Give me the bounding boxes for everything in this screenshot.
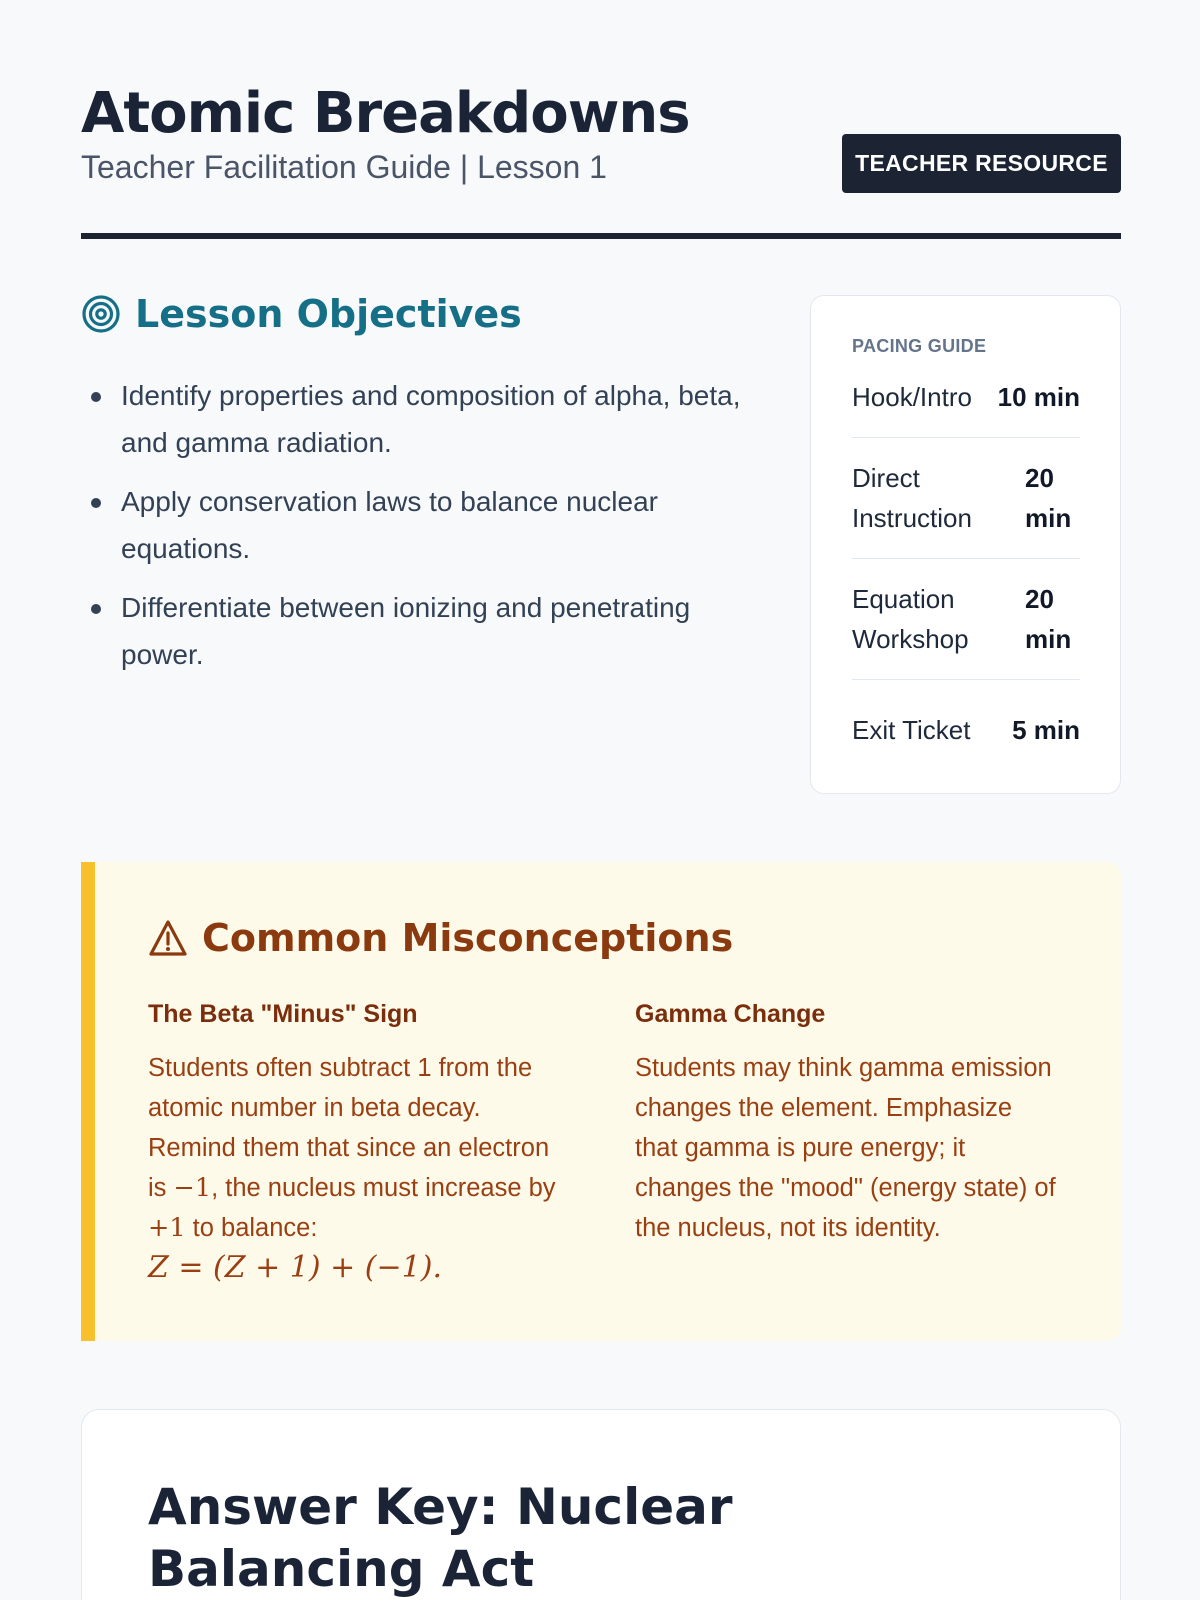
header-divider [81,233,1121,239]
beta-text-part: , the nucleus must increase by [211,1174,556,1202]
pacing-row [852,438,1080,559]
pacing-duration: 20 min [1025,463,1072,533]
pacing-row [852,357,1080,438]
pacing-activity: Exit Ticket [852,714,971,745]
misconceptions-heading [148,916,1071,960]
pacing-row [852,680,1080,779]
gamma-misconception-heading: Gamma Change [635,1000,826,1028]
objective-item: Apply conservation laws to balance nuclear equations. [81,478,761,572]
page-title: Atomic Breakdowns [81,81,690,146]
page-header [81,78,1121,186]
pacing-duration: 5 min [1012,714,1080,745]
pacing-activity: Hook/Intro [852,382,972,412]
beta-text-part: to balance: [185,1214,318,1242]
pacing-activity: Equation Workshop [852,584,969,654]
pacing-duration: 20 min [1025,584,1072,654]
math-minus-one: −1 [173,1173,212,1203]
pacing-activity: Direct Instruction [852,463,972,533]
beta-text-part: Students often subtract 1 from the atomic number in beta decay. Remind them that since an electron is [148,1054,550,1202]
teacher-resource-badge: TEACHER RESOURCE [842,134,1121,193]
beta-misconception-heading: The Beta "Minus" Sign [148,1000,418,1028]
gamma-misconception-text: Students may think gamma emission changes the element. Emphasize that gamma is pure energy; it changes the "mood" (energy state) of the nucleus, not its identity. [635,1054,1056,1242]
beta-misconception [148,996,573,1289]
answer-key-card [81,1409,1121,1600]
gamma-misconception [635,996,1060,1289]
pacing-duration: 10 min [997,382,1080,412]
misconceptions-columns [148,996,1071,1289]
warning-icon [148,919,188,957]
page-subtitle: Teacher Facilitation Guide | Lesson 1 [81,149,607,185]
pacing-guide-card [810,295,1121,794]
misconceptions-callout [81,862,1121,1341]
misconceptions-title: Common Misconceptions [202,916,734,960]
objectives-heading [81,292,761,336]
beta-equation: Z = (Z + 1) + (−1). [148,1250,442,1285]
objective-item: Differentiate between ionizing and penetrating power. [81,584,761,678]
objectives-list [81,372,761,678]
math-plus-one: +1 [148,1213,186,1243]
beta-misconception-text [148,1048,573,1289]
pacing-row [852,559,1080,680]
objectives-title: Lesson Objectives [135,292,522,336]
pacing-guide-label: PACING GUIDE [852,336,987,356]
objectives-section [81,292,761,690]
objective-item: Identify properties and composition of alpha, beta, and gamma radiation. [81,372,761,466]
answer-key-title: Answer Key: Nuclear Balancing Act [148,1478,733,1598]
target-icon [81,294,121,334]
